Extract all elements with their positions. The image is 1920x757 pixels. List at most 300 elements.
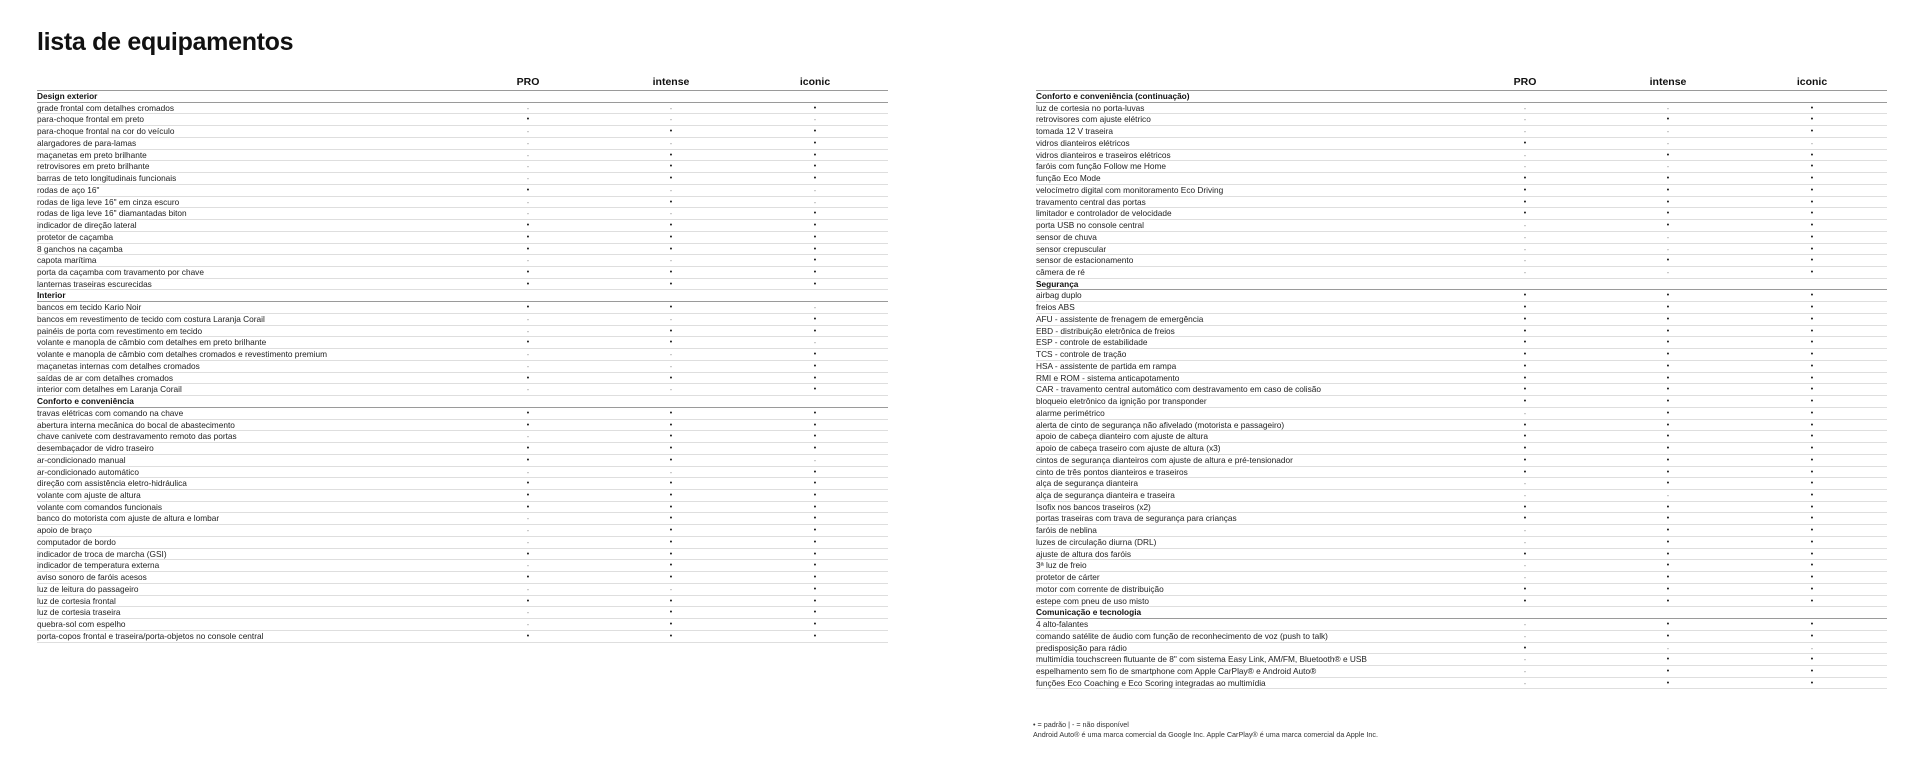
table-row	[1036, 431, 1887, 443]
table-row	[1036, 631, 1887, 643]
availability-mark: •	[1810, 538, 1814, 546]
availability-mark: •	[1810, 456, 1814, 464]
table-row	[1036, 326, 1887, 338]
equipment-label: freios ABS	[1036, 302, 1075, 313]
availability-mark: -	[526, 432, 530, 442]
equipment-label: computador de bordo	[37, 536, 116, 547]
table-row	[1036, 302, 1887, 314]
table-row	[37, 337, 888, 349]
table-row	[37, 384, 888, 396]
availability-mark: •	[669, 632, 673, 640]
availability-mark: •	[1523, 597, 1527, 605]
table-row	[1036, 290, 1887, 302]
availability-mark: -	[526, 608, 530, 618]
availability-mark: •	[1810, 327, 1814, 335]
table-row	[1036, 572, 1887, 584]
availability-mark: •	[813, 574, 817, 582]
availability-mark: •	[1666, 456, 1670, 464]
equipment-label: porta-copos frontal e traseira/porta-objetos no console central	[37, 630, 264, 641]
table-row	[1036, 244, 1887, 256]
table-row	[37, 114, 888, 126]
availability-mark: -	[1523, 573, 1527, 583]
table-row	[1036, 467, 1887, 479]
availability-mark: •	[813, 597, 817, 605]
availability-mark: •	[813, 210, 817, 218]
table-row	[1036, 384, 1887, 396]
availability-mark: •	[1810, 574, 1814, 582]
availability-mark: •	[526, 632, 530, 640]
availability-mark: •	[669, 233, 673, 241]
table-row	[1036, 513, 1887, 525]
availability-mark: •	[1523, 210, 1527, 218]
table-row	[37, 267, 888, 279]
availability-mark: •	[1666, 257, 1670, 265]
availability-mark: -	[1666, 103, 1670, 113]
section-title: Conforto e conveniência (continuação)	[1036, 91, 1190, 101]
availability-mark: -	[813, 115, 817, 125]
availability-mark: -	[813, 185, 817, 195]
equipment-label: airbag duplo	[1036, 290, 1082, 301]
availability-mark: •	[1666, 480, 1670, 488]
availability-mark: •	[669, 374, 673, 382]
table-row	[37, 208, 888, 220]
availability-mark: •	[1810, 374, 1814, 382]
availability-mark: -	[1523, 655, 1527, 665]
equipment-label: barras de teto longitudinais funcionais	[37, 173, 177, 184]
availability-mark: •	[1666, 409, 1670, 417]
table-row	[37, 572, 888, 584]
equipment-label: câmera de ré	[1036, 267, 1085, 278]
availability-mark: -	[1523, 631, 1527, 641]
table-row	[37, 420, 888, 432]
equipment-label: apoio de cabeça traseiro com ajuste de altura (x3)	[1036, 443, 1221, 454]
equipment-label: alargadores de para-lamas	[37, 137, 137, 148]
availability-mark: •	[1810, 491, 1814, 499]
equipment-label: apoio de braço	[37, 525, 92, 536]
availability-mark: •	[526, 374, 530, 382]
table-row	[1036, 666, 1887, 678]
equipment-label: volante e manopla de câmbio com detalhes em preto brilhante	[37, 337, 267, 348]
availability-mark: •	[669, 503, 673, 511]
availability-mark: •	[669, 445, 673, 453]
availability-mark: -	[1523, 479, 1527, 489]
equipment-label: capota marítima	[37, 255, 97, 266]
legend-symbols: • = padrão | - = não disponível	[1033, 720, 1129, 729]
availability-mark: •	[1810, 222, 1814, 230]
table-row	[37, 596, 888, 608]
availability-mark: •	[1810, 351, 1814, 359]
availability-mark: -	[1666, 490, 1670, 500]
availability-mark: -	[1666, 268, 1670, 278]
availability-mark: -	[669, 361, 673, 371]
availability-mark: •	[1810, 632, 1814, 640]
availability-mark: •	[669, 538, 673, 546]
equipment-label: HSA - assistente de partida em rampa	[1036, 360, 1177, 371]
availability-mark: •	[1666, 562, 1670, 570]
table-row	[37, 220, 888, 232]
availability-mark: •	[1810, 667, 1814, 675]
column-header-pro: PRO	[1513, 76, 1537, 88]
table-row	[37, 408, 888, 420]
availability-mark: •	[1666, 667, 1670, 675]
availability-mark: •	[669, 480, 673, 488]
availability-mark: -	[526, 361, 530, 371]
availability-mark: •	[1810, 210, 1814, 218]
availability-mark: -	[1666, 162, 1670, 172]
availability-mark: -	[526, 174, 530, 184]
table-row	[37, 232, 888, 244]
table-row	[1036, 443, 1887, 455]
availability-mark: •	[813, 609, 817, 617]
equipment-label: maçanetas em preto brilhante	[37, 149, 147, 160]
equipment-label: abertura interna mecânica do bocal de abastecimento	[37, 419, 235, 430]
availability-mark: -	[526, 209, 530, 219]
availability-mark: -	[1523, 162, 1527, 172]
equipment-label: protetor de caçamba	[37, 231, 114, 242]
availability-mark: •	[1666, 398, 1670, 406]
section-title: Design exterior	[37, 91, 98, 101]
table-row	[1036, 420, 1887, 432]
table-row	[37, 619, 888, 631]
table-row	[37, 631, 888, 643]
equipment-label: lanternas traseiras escurecidas	[37, 278, 152, 289]
availability-mark: -	[526, 326, 530, 336]
equipment-label: luz de cortesia no porta-luvas	[1036, 102, 1145, 113]
availability-mark: -	[669, 256, 673, 266]
availability-mark: •	[526, 233, 530, 241]
availability-mark: -	[526, 385, 530, 395]
availability-mark: •	[813, 151, 817, 159]
availability-mark: •	[1523, 351, 1527, 359]
table-row	[37, 361, 888, 373]
table-row	[1036, 114, 1887, 126]
availability-mark: •	[813, 386, 817, 394]
availability-mark: •	[1810, 656, 1814, 664]
availability-mark: •	[669, 421, 673, 429]
equipment-label: tomada 12 V traseira	[1036, 126, 1114, 137]
section-header	[37, 290, 888, 302]
availability-mark: •	[813, 327, 817, 335]
table-row	[1036, 103, 1887, 115]
equipment-label: maçanetas internas com detalhes cromados	[37, 360, 200, 371]
equipment-label: alerta de cinto de segurança não afivelado (motorista e passageiro)	[1036, 419, 1285, 430]
availability-mark: •	[526, 339, 530, 347]
section-title: Conforto e conveniência	[37, 396, 134, 407]
table-row	[1036, 267, 1887, 279]
availability-mark: •	[669, 198, 673, 206]
availability-mark: -	[526, 197, 530, 207]
availability-mark: •	[669, 491, 673, 499]
availability-mark: -	[526, 526, 530, 536]
availability-mark: •	[526, 304, 530, 312]
availability-mark: -	[526, 350, 530, 360]
availability-mark: •	[1810, 445, 1814, 453]
equipment-label: bancos em tecido Kario Noir	[37, 302, 142, 313]
availability-mark: •	[1810, 621, 1814, 629]
availability-mark: •	[669, 339, 673, 347]
availability-mark: •	[1810, 186, 1814, 194]
availability-mark: •	[1666, 151, 1670, 159]
availability-mark: -	[526, 620, 530, 630]
availability-mark: •	[1810, 398, 1814, 406]
equipment-label: faróis de neblina	[1036, 525, 1097, 536]
availability-mark: •	[1523, 327, 1527, 335]
equipment-label: rodas de aço 16"	[37, 184, 100, 195]
availability-mark: •	[1666, 550, 1670, 558]
equipment-label: sensor de estacionamento	[1036, 255, 1134, 266]
availability-mark: •	[1523, 445, 1527, 453]
availability-mark: •	[526, 421, 530, 429]
availability-mark: •	[813, 163, 817, 171]
equipment-label: bancos em revestimento de tecido com costura Laranja Corail	[37, 313, 265, 324]
equipment-label: espelhamento sem fio de smartphone com Apple CarPlay® e Android Auto®	[1036, 665, 1317, 676]
equipment-label: TCS - controle de tração	[1036, 349, 1127, 360]
availability-mark: -	[1523, 537, 1527, 547]
availability-mark: •	[813, 362, 817, 370]
equipment-label: protetor de cárter	[1036, 572, 1100, 583]
availability-mark: •	[526, 491, 530, 499]
equipment-label: volante com ajuste de altura	[37, 489, 141, 500]
column-header-row	[37, 74, 888, 91]
section-header	[1036, 279, 1887, 291]
table-row	[1036, 173, 1887, 185]
availability-mark: •	[1666, 679, 1670, 687]
section-header	[1036, 607, 1887, 619]
table-row	[1036, 490, 1887, 502]
table-row	[1036, 408, 1887, 420]
equipment-label: vidros dianteiros e traseiros elétricos	[1036, 149, 1171, 160]
availability-mark: •	[813, 315, 817, 323]
legend-trademarks: Android Auto® é uma marca comercial da Google Inc. Apple CarPlay® é uma marca comercial da Apple Inc.	[1033, 730, 1378, 739]
availability-mark: -	[669, 385, 673, 395]
availability-mark: •	[1666, 351, 1670, 359]
availability-mark: •	[1523, 433, 1527, 441]
table-row	[1036, 255, 1887, 267]
availability-mark: -	[1666, 127, 1670, 137]
availability-mark: •	[813, 351, 817, 359]
availability-mark: •	[1523, 198, 1527, 206]
equipment-label: 4 alto-falantes	[1036, 619, 1089, 630]
availability-mark: -	[526, 162, 530, 172]
table-row	[1036, 232, 1887, 244]
availability-mark: -	[1523, 221, 1527, 231]
equipment-label: travas elétricas com comando na chave	[37, 407, 184, 418]
equipment-label: saídas de ar com detalhes cromados	[37, 372, 174, 383]
availability-mark: •	[669, 327, 673, 335]
availability-mark: •	[1810, 527, 1814, 535]
availability-mark: -	[1523, 408, 1527, 418]
availability-mark: •	[813, 233, 817, 241]
availability-mark: •	[813, 421, 817, 429]
table-row	[1036, 150, 1887, 162]
availability-mark: •	[1810, 151, 1814, 159]
table-row	[1036, 596, 1887, 608]
table-row	[1036, 337, 1887, 349]
availability-mark: •	[669, 574, 673, 582]
table-row	[1036, 619, 1887, 631]
availability-mark: •	[813, 550, 817, 558]
availability-mark: •	[1666, 386, 1670, 394]
table-row	[37, 537, 888, 549]
availability-mark: -	[669, 467, 673, 477]
availability-mark: •	[813, 527, 817, 535]
availability-mark: -	[526, 584, 530, 594]
equipment-label: retrovisores com ajuste elétrico	[1036, 114, 1151, 125]
availability-mark: •	[1666, 585, 1670, 593]
availability-mark: •	[813, 374, 817, 382]
equipment-label: luz de leitura do passageiro	[37, 583, 139, 594]
availability-mark: •	[1810, 163, 1814, 171]
availability-mark: •	[813, 245, 817, 253]
availability-mark: •	[1666, 315, 1670, 323]
availability-mark: •	[669, 597, 673, 605]
availability-mark: •	[1523, 339, 1527, 347]
table-row	[1036, 197, 1887, 209]
column-header-pro: PRO	[516, 76, 540, 88]
availability-mark: •	[1810, 233, 1814, 241]
equipment-label: sensor de chuva	[1036, 231, 1097, 242]
table-row	[37, 560, 888, 572]
availability-mark: •	[526, 409, 530, 417]
availability-mark: •	[1523, 186, 1527, 194]
availability-mark: •	[1810, 386, 1814, 394]
equipment-label: velocímetro digital com monitoramento Eco Driving	[1036, 184, 1224, 195]
equipment-label: travamento central das portas	[1036, 196, 1146, 207]
equipment-label: cinto de três pontos dianteiros e traseiros	[1036, 466, 1188, 477]
availability-mark: -	[1523, 232, 1527, 242]
availability-mark: •	[1810, 245, 1814, 253]
availability-mark: -	[669, 584, 673, 594]
equipment-label: painéis de porta com revestimento em tecido	[37, 325, 203, 336]
table-row	[37, 103, 888, 115]
table-row	[37, 607, 888, 619]
availability-mark: -	[526, 150, 530, 160]
section-title: Segurança	[1036, 278, 1079, 289]
availability-mark: -	[526, 561, 530, 571]
equipment-label: porta da caçamba com travamento por chave	[37, 267, 204, 278]
equipment-label: alça de segurança dianteira	[1036, 478, 1138, 489]
availability-mark: •	[813, 222, 817, 230]
table-row	[1036, 138, 1887, 150]
availability-mark: •	[669, 151, 673, 159]
equipment-table-right	[1036, 74, 1887, 689]
availability-mark: -	[526, 256, 530, 266]
equipment-label: porta USB no console central	[1036, 220, 1144, 231]
equipment-label: para-choque frontal na cor do veículo	[37, 126, 175, 137]
section-title: Interior	[37, 290, 66, 301]
table-row	[37, 513, 888, 525]
table-row	[1036, 537, 1887, 549]
equipment-label: sensor crepuscular	[1036, 243, 1107, 254]
equipment-label: direção com assistência eletro-hidráulica	[37, 478, 187, 489]
availability-mark: •	[1523, 292, 1527, 300]
availability-mark: •	[1666, 597, 1670, 605]
equipment-label: ESP - controle de estabilidade	[1036, 337, 1148, 348]
table-row	[1036, 373, 1887, 385]
table-row	[37, 138, 888, 150]
availability-mark: •	[1666, 538, 1670, 546]
column-header-intense: intense	[1649, 76, 1687, 88]
availability-mark: •	[526, 480, 530, 488]
availability-mark: •	[669, 456, 673, 464]
availability-mark: •	[813, 468, 817, 476]
availability-mark: •	[1810, 116, 1814, 124]
availability-mark: •	[1810, 679, 1814, 687]
equipment-label: quebra-sol com espelho	[37, 619, 126, 630]
availability-mark: -	[1666, 643, 1670, 653]
availability-mark: •	[669, 175, 673, 183]
availability-mark: -	[669, 185, 673, 195]
table-row	[1036, 502, 1887, 514]
availability-mark: •	[669, 562, 673, 570]
table-row	[1036, 525, 1887, 537]
equipment-label: rodas de liga leve 16" em cinza escuro	[37, 196, 180, 207]
equipment-label: para-choque frontal em preto	[37, 114, 145, 125]
availability-mark: •	[1666, 468, 1670, 476]
availability-mark: •	[813, 269, 817, 277]
availability-mark: •	[1810, 409, 1814, 417]
availability-mark: •	[1666, 632, 1670, 640]
table-row	[37, 443, 888, 455]
availability-mark: •	[1523, 139, 1527, 147]
section-title: Comunicação e tecnologia	[1036, 607, 1142, 618]
availability-mark: •	[1523, 644, 1527, 652]
equipment-label: grade frontal com detalhes cromados	[37, 102, 174, 113]
equipment-label: rodas de liga leve 16" diamantadas biton	[37, 208, 187, 219]
availability-mark: •	[1666, 515, 1670, 523]
availability-mark: •	[1810, 421, 1814, 429]
availability-mark: •	[813, 480, 817, 488]
availability-mark: •	[1523, 175, 1527, 183]
equipment-label: CAR - travamento central automático com destravamento em caso de colisão	[1036, 384, 1321, 395]
table-row	[37, 549, 888, 561]
table-row	[37, 349, 888, 361]
table-row	[37, 373, 888, 385]
availability-mark: •	[813, 515, 817, 523]
table-row	[1036, 161, 1887, 173]
availability-mark: •	[813, 445, 817, 453]
equipment-label: indicador de direção lateral	[37, 220, 137, 231]
availability-mark: •	[669, 515, 673, 523]
availability-mark: •	[1666, 304, 1670, 312]
availability-mark: •	[1523, 315, 1527, 323]
availability-mark: •	[1523, 468, 1527, 476]
availability-mark: -	[1523, 127, 1527, 137]
availability-mark: •	[669, 280, 673, 288]
equipment-label: estepe com pneu de uso misto	[1036, 595, 1149, 606]
availability-mark: -	[813, 197, 817, 207]
equipment-label: indicador de troca de marcha (GSI)	[37, 548, 167, 559]
equipment-label: ar-condicionado manual	[37, 454, 126, 465]
equipment-label: alça de segurança dianteira e traseira	[1036, 489, 1175, 500]
availability-mark: -	[526, 537, 530, 547]
availability-mark: -	[1523, 268, 1527, 278]
availability-mark: •	[1523, 456, 1527, 464]
section-header	[1036, 91, 1887, 103]
availability-mark: -	[1523, 666, 1527, 676]
availability-mark: •	[1666, 362, 1670, 370]
availability-mark: •	[526, 597, 530, 605]
availability-mark: -	[1523, 678, 1527, 688]
availability-mark: •	[1810, 515, 1814, 523]
availability-mark: •	[1666, 175, 1670, 183]
availability-mark: •	[1666, 445, 1670, 453]
column-header-iconic: iconic	[799, 76, 831, 88]
availability-mark: •	[669, 222, 673, 230]
page-title: lista de equipamentos	[37, 28, 294, 56]
table-row	[37, 502, 888, 514]
availability-mark: •	[669, 433, 673, 441]
